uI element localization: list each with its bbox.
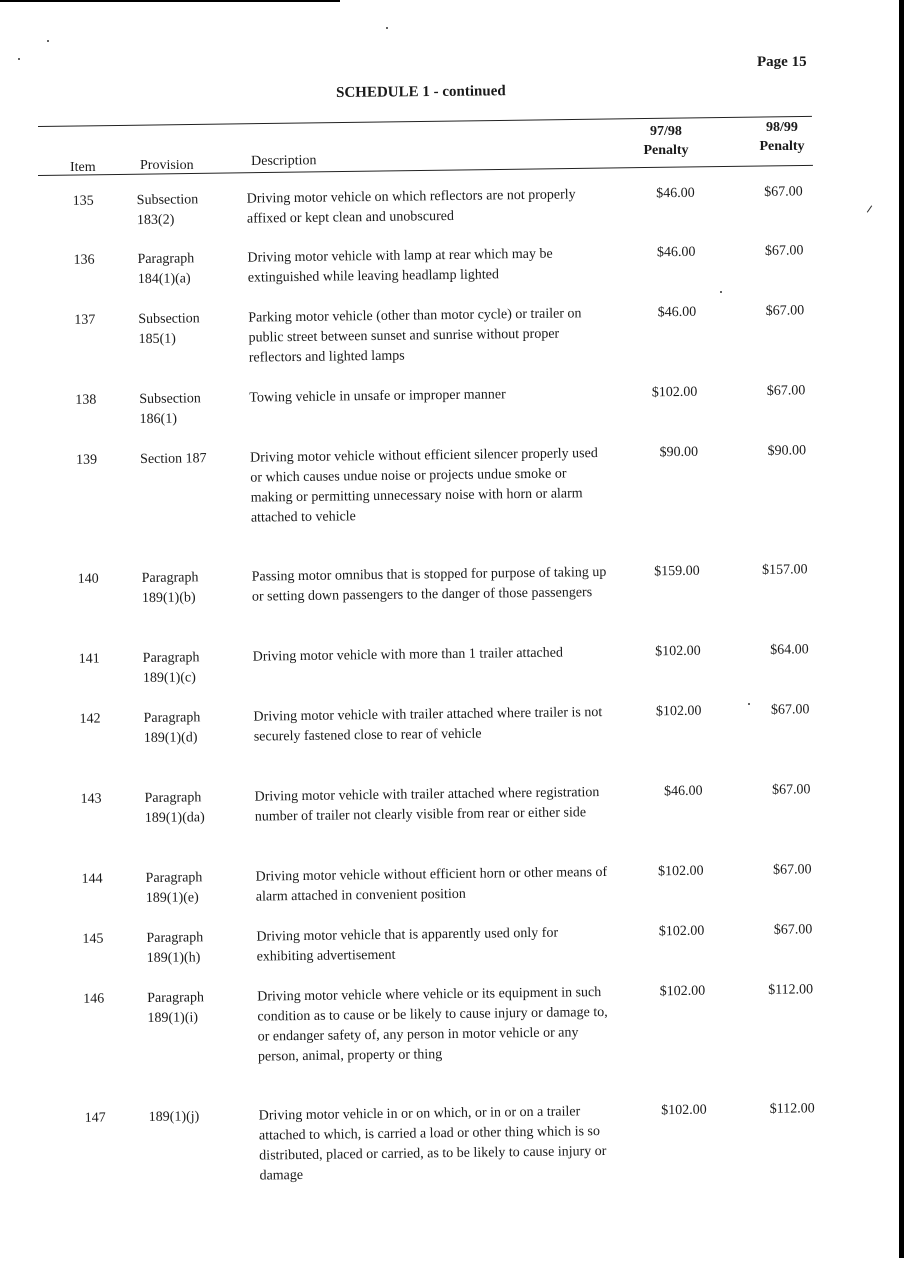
row-description: Driving motor vehicle without efficient silencer properly used or which causes undue noise or projects undue smoke or making or permitting unnecessary noise with horn or alarm attached to vehicle	[250, 446, 598, 526]
row-item: 136	[73, 252, 95, 268]
row-penalty-9899: $112.00	[768, 982, 814, 998]
row-description: Driving motor vehicle with trailer attached where trailer is not securely fastened close to rear of vehicle	[253, 705, 603, 745]
row-penalty-9899: $67.00	[770, 702, 810, 718]
header-description: Description	[251, 153, 317, 169]
header-item: Item	[70, 160, 96, 175]
row-penalty-9899: $67.00	[764, 243, 804, 259]
row-description: Driving motor vehicle in or on which, or in or on a trailer attached to which, is carried a load or other thing which is so distributed, placed or carried, as to be likely to cause injury or damage	[258, 1104, 607, 1184]
row-item: 140	[77, 571, 99, 587]
schedule-title: SCHEDULE 1 - continued	[336, 83, 506, 101]
table-row	[4, 859, 904, 907]
header-penalty-9798-label: Penalty	[643, 143, 689, 158]
table-row	[1, 699, 904, 747]
row-item: 138	[75, 392, 97, 408]
row-description: Towing vehicle in unsafe or improper manner	[249, 387, 506, 406]
row-penalty-9798: $90.00	[659, 444, 699, 461]
row-provision: Subsection 185(1)	[138, 311, 200, 348]
row-provision: 189(1)(j)	[148, 1109, 200, 1125]
row-description: Driving motor vehicle that is apparently used only for exhibiting advertisement	[256, 925, 559, 965]
row-penalty-9798: $102.00	[655, 703, 702, 720]
row-penalty-9899: $67.00	[764, 184, 803, 200]
row-description: Parking motor vehicle (other than motor cycle) or trailer on public street between sunset and sunrise without proper reflectors and lighted lamps	[248, 306, 582, 366]
row-penalty-9798: $102.00	[657, 863, 704, 880]
table-row	[0, 380, 901, 428]
row-penalty-9899: $112.00	[769, 1101, 815, 1117]
row-item: 139	[76, 452, 98, 468]
row-penalty-9798: $102.00	[655, 643, 701, 660]
row-provision: Paragraph 189(1)(c)	[142, 650, 200, 687]
table-row	[0, 559, 904, 607]
table-row	[0, 240, 899, 288]
row-description: Driving motor vehicle without efficient horn or other means of alarm attached in convenient position	[255, 864, 608, 905]
table-row	[7, 1098, 904, 1184]
row-item: 142	[79, 711, 101, 727]
row-item: 143	[80, 791, 102, 807]
row-penalty-9899: $67.00	[771, 782, 811, 798]
row-penalty-9798: $159.00	[654, 563, 700, 580]
row-item: 147	[84, 1110, 106, 1126]
row-penalty-9899: $67.00	[772, 862, 812, 878]
row-penalty-9798: $102.00	[651, 384, 698, 401]
table-row	[0, 300, 900, 366]
row-provision: Paragraph 189(1)(e)	[145, 870, 203, 907]
row-penalty-9798: $46.00	[656, 185, 695, 202]
row-description: Passing motor omnibus that is stopped for purpose of taking up or setting down passengers to the danger of those passengers	[251, 564, 607, 605]
row-provision: Paragraph 184(1)(a)	[137, 251, 195, 288]
row-penalty-9899: $90.00	[767, 443, 807, 459]
row-penalty-9798: $102.00	[659, 983, 706, 1000]
row-description: Driving motor vehicle with trailer attached where registration number of trailer not clearly visible from rear or either side	[254, 785, 600, 825]
row-description: Driving motor vehicle where vehicle or its equipment in such condition as to cause or be likely to cause injury or damage to, or endanger safety of, any person in motor vehicle or any person, animal, property or thing	[257, 985, 608, 1065]
row-provision: Paragraph 189(1)(da)	[144, 790, 205, 827]
table-row	[0, 440, 902, 526]
row-item: 141	[78, 651, 100, 667]
scan-speck	[386, 27, 388, 29]
row-penalty-9798: $102.00	[661, 1102, 707, 1119]
row-provision: Paragraph 189(1)(d)	[143, 710, 201, 747]
scan-speck	[720, 291, 722, 293]
table-row	[0, 181, 899, 229]
table-row	[2, 779, 904, 827]
row-provision: Paragraph 189(1)(i)	[147, 990, 205, 1026]
row-provision: Paragraph 189(1)(h)	[146, 930, 204, 967]
scan-speck	[748, 703, 750, 705]
row-provision: Section 187	[140, 451, 207, 468]
row-description: Driving motor vehicle with lamp at rear which may be extinguished while leaving headlamp lighted	[247, 246, 553, 286]
row-item: 146	[83, 991, 105, 1007]
scan-speck	[18, 58, 20, 60]
row-penalty-9899: $157.00	[762, 562, 808, 578]
row-penalty-9798: $46.00	[663, 783, 703, 800]
table-row	[4, 919, 904, 967]
header-provision: Provision	[140, 158, 194, 173]
row-item: 135	[72, 193, 94, 209]
row-penalty-9899: $64.00	[770, 642, 809, 658]
row-penalty-9899: $67.00	[765, 303, 805, 319]
page-number: Page 15	[757, 54, 807, 70]
row-provision: Subsection 183(2)	[136, 192, 199, 229]
header-penalty-9798-year: 97/98	[650, 124, 682, 139]
row-penalty-9899: $67.00	[766, 383, 806, 399]
row-item: 137	[74, 312, 96, 328]
header-penalty-9899-year: 98/99	[766, 120, 798, 135]
row-penalty-9798: $102.00	[658, 923, 705, 940]
row-description: Driving motor vehicle with more than 1 trailer attached	[252, 645, 564, 665]
row-item: 144	[81, 871, 103, 887]
row-penalty-9899: $67.00	[773, 922, 813, 938]
table-row	[1, 639, 904, 687]
header-penalty-9899-label: Penalty	[759, 139, 805, 154]
row-penalty-9798: $46.00	[656, 244, 696, 261]
row-provision: Paragraph 189(1)(b)	[141, 570, 199, 607]
row-item: 145	[82, 931, 104, 947]
row-description: Driving motor vehicle on which reflectors are not properly affixed or kept clean and unobscured	[246, 187, 576, 227]
row-provision: Subsection 186(1)	[139, 391, 201, 428]
table-row	[5, 979, 904, 1065]
scan-speck	[47, 40, 49, 42]
row-penalty-9798: $46.00	[657, 304, 697, 321]
